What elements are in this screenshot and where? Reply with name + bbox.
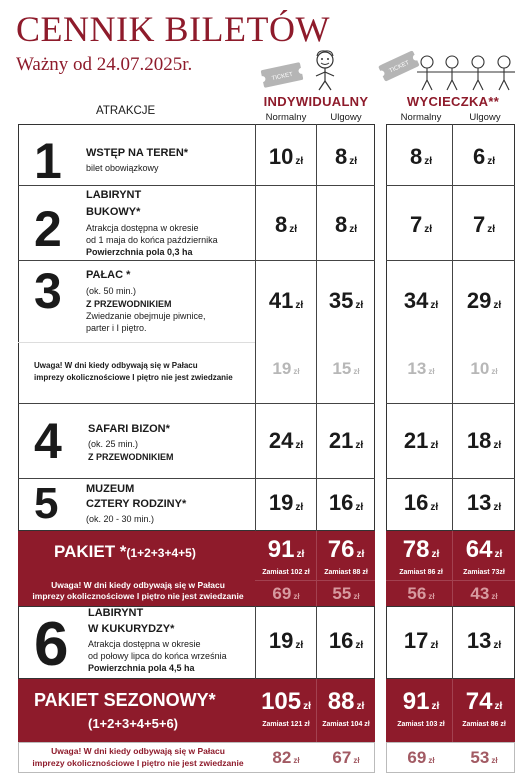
attraction-title: PAŁAC *: [86, 269, 131, 281]
attraction-desc: (ok. 20 - 30 min.): [86, 514, 155, 524]
attractions-header: ATRAKCJE: [96, 105, 156, 117]
package-alt-price: 56 zł: [407, 584, 435, 603]
price-individual-reduced: 16 zł: [328, 490, 364, 515]
attraction-desc: Atrakcja dostępna w okresie: [86, 223, 199, 233]
seasonal-price-individual-reduced: 88 zł: [327, 688, 365, 715]
price-group-reduced: 13 zł: [466, 628, 502, 653]
seasonal-instead: Zamiast 121 zł: [262, 721, 310, 728]
package-note: Uwaga! W dni kiedy odbywają się w Pałacu imprezy okolicznościowe I piętro nie jest zwiedzanie: [32, 580, 244, 601]
attraction-desc: (ok. 25 min.): [88, 439, 139, 449]
package-alt-price: 55 zł: [332, 584, 360, 603]
price-group-reduced: 29 zł: [466, 288, 502, 313]
row-number: 5: [34, 479, 59, 528]
price-group-reduced-alt: 10 zł: [470, 359, 498, 378]
price-individual-normal: 41 zł: [268, 288, 304, 313]
price-individual-normal-alt: 19 zł: [272, 359, 300, 378]
package-alt-price: 69 zł: [272, 584, 300, 603]
svg-text:TICKET: TICKET: [271, 71, 294, 83]
price-individual-normal: 10 zł: [268, 144, 304, 169]
palace-note: Uwaga! W dni kiedy odbywają się w Pałacu: [34, 361, 198, 370]
price-group-normal: 34 zł: [403, 288, 439, 313]
child-icon: [308, 48, 342, 92]
price-group-normal: 7 zł: [409, 212, 433, 237]
package-price-individual-reduced: 76 zł: [327, 536, 365, 563]
price-group-reduced: 6 zł: [472, 144, 496, 169]
attraction-title: WSTĘP NA TEREN*: [86, 147, 189, 159]
seasonal-alt-price: 67 zł: [332, 748, 360, 767]
attraction-title: W KUKURYDZY*: [88, 623, 175, 635]
attraction-title: LABIRYNT: [88, 607, 144, 619]
package-price-individual-normal: 91 zł: [267, 536, 305, 563]
seasonal-instead: Zamiast 86 zł: [462, 721, 506, 728]
price-individual-normal: 8 zł: [274, 212, 298, 237]
package-instead: Zamiast 102 zł: [262, 569, 310, 576]
seasonal-price-group-normal: 91 zł: [402, 688, 440, 715]
package-title: PAKIET *(1+2+3+4+5): [54, 542, 196, 561]
normal-header: Normalny: [265, 112, 307, 123]
package-alt-price: 43 zł: [470, 584, 498, 603]
seasonal-alt-price: 53 zł: [470, 748, 498, 767]
group-tour-header: WYCIECZKA**: [406, 94, 500, 109]
package-instead: Zamiast 88 zł: [324, 569, 368, 576]
attraction-desc: od 1 maja do końca października: [86, 235, 218, 245]
attraction-desc: (ok. 50 min.): [86, 286, 137, 296]
price-group-reduced: 7 zł: [472, 212, 496, 237]
seasonal-alt-price: 69 zł: [407, 748, 435, 767]
seasonal-package-title: PAKIET SEZONOWY*: [34, 690, 216, 710]
ticket-icon: [258, 60, 306, 90]
price-individual-reduced: 8 zł: [334, 212, 358, 237]
row-number: 2: [34, 201, 62, 257]
price-individual-normal: 19 zł: [268, 490, 304, 515]
row-number: 6: [34, 610, 69, 679]
price-individual-normal: 24 zł: [268, 428, 304, 453]
attraction-desc: bilet obowiązkowy: [86, 163, 159, 173]
price-individual-reduced-alt: 15 zł: [332, 359, 360, 378]
reduced-header: Ulgowy: [469, 112, 501, 123]
price-group-normal: 8 zł: [409, 144, 433, 169]
attraction-desc: Zwiedzanie obejmuje piwnice,: [86, 311, 206, 321]
individual-header: INDYWIDUALNY: [263, 94, 369, 109]
attraction-desc: parter i I piętro.: [86, 323, 147, 333]
row-number: 4: [34, 413, 62, 469]
price-group-reduced: 13 zł: [466, 490, 502, 515]
seasonal-price-group-reduced: 74 zł: [465, 688, 503, 715]
price-group-normal-alt: 13 zł: [407, 359, 435, 378]
seasonal-instead: Zamiast 103 zł: [397, 721, 445, 728]
seasonal-alt-price: 82 zł: [272, 748, 300, 767]
palace-note: imprezy okolicznościowe I piętro nie jest zwiedzanie: [34, 373, 233, 382]
valid-from: Ważny od 24.07.2025r.: [16, 54, 193, 75]
price-group-normal: 16 zł: [403, 490, 439, 515]
package-instead: Zamiast 73zł: [463, 569, 505, 576]
children-group-icon: [414, 52, 518, 92]
attraction-title: BUKOWY*: [86, 206, 141, 218]
page-title: CENNIK BILETÓW: [16, 9, 330, 49]
price-group-reduced: 18 zł: [466, 428, 502, 453]
price-individual-reduced: 8 zł: [334, 144, 358, 169]
package-price-group-reduced: 64 zł: [465, 536, 503, 563]
seasonal-price-individual-normal: 105 zł: [261, 688, 311, 715]
attraction-desc: od połowy lipca do końca września: [88, 651, 227, 661]
attraction-desc: Powierzchnia pola 0,3 ha: [86, 247, 193, 257]
seasonal-note: Uwaga! W dni kiedy odbywają się w Pałacu imprezy okolicznościowe I piętro nie jest zwiedzanie: [32, 746, 244, 768]
attraction-desc: Z PRZEWODNIKIEM: [86, 299, 172, 309]
seasonal-package-combo: (1+2+3+4+5+6): [88, 716, 178, 731]
row-number: 3: [34, 263, 62, 319]
price-individual-normal: 19 zł: [268, 628, 304, 653]
price-individual-reduced: 35 zł: [328, 288, 364, 313]
seasonal-instead: Zamiast 104 zł: [322, 721, 370, 728]
price-group-normal: 21 zł: [403, 428, 439, 453]
attraction-desc: Powierzchnia pola 4,5 ha: [88, 663, 195, 673]
price-individual-reduced: 21 zł: [328, 428, 364, 453]
attraction-title: CZTERY RODZINY*: [86, 498, 187, 510]
attraction-desc: Atrakcja dostępna w okresie: [88, 639, 201, 649]
price-individual-reduced: 16 zł: [328, 628, 364, 653]
attraction-title: SAFARI BIZON*: [88, 423, 170, 435]
attraction-title: LABIRYNT: [86, 189, 142, 201]
package-instead: Zamiast 86 zł: [399, 569, 443, 576]
svg-text:TICKET: TICKET: [388, 60, 411, 75]
row-number: 1: [34, 133, 62, 189]
price-group-normal: 17 zł: [403, 628, 439, 653]
attraction-desc: Z PRZEWODNIKIEM: [88, 452, 174, 462]
attraction-title: MUZEUM: [86, 483, 135, 495]
normal-header: Normalny: [400, 112, 442, 123]
reduced-header: Ulgowy: [330, 112, 362, 123]
package-price-group-normal: 78 zł: [402, 536, 440, 563]
